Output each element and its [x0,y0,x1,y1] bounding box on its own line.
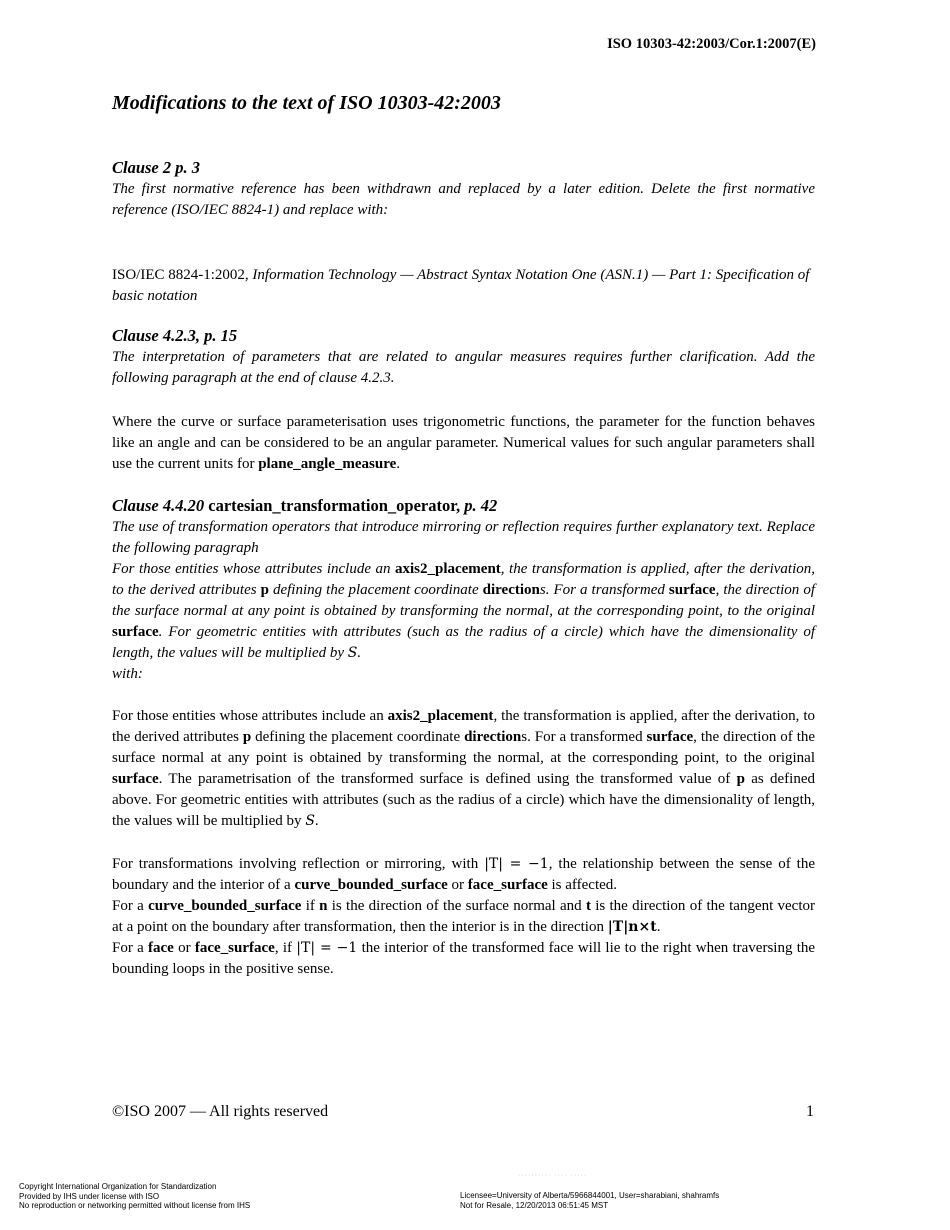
term-t: t [585,898,591,914]
term-curve-bounded-surface: curve_bounded_surface [148,898,302,914]
clause-4-4-20-instruction: The use of transformation operators that introduce mirroring or reflection requires further explanatory text. Replace the following paragraph [112,519,815,556]
term-p: p [242,729,252,745]
text: . [314,813,319,829]
term-face-surface: face_surface [194,940,275,956]
text: , if [274,940,292,956]
text: as defined above. For geometric entities with attributes (such as the radius of a circle) which have the dimensionality of length, the values will be multiplied by [112,771,816,829]
text: is the direction of the tangent vector at a point on the boundary after transformation, then the interior is in the direction [112,898,815,935]
text: . [357,645,362,661]
text: defining the placement coordinate [255,729,461,745]
reference-id: ISO/IEC 8824-1:2002, [112,267,249,283]
text: is the direction of the surface normal and [331,898,582,914]
faint-dots: ·········· ···· ····· [518,1172,588,1179]
text: s. For a transformed [539,582,665,598]
text: . [656,919,661,935]
paragraph-text: . [396,456,401,472]
license-footer-left [19,1182,250,1211]
term-direction: direction [464,729,522,745]
term-plane-angle-measure: plane_angle_measure [258,456,397,472]
text: For transformations involving reflection or mirroring, with [112,856,479,872]
fine-print-line: No reproduction or networking permitted without license from IHS [19,1201,251,1210]
fine-print-line: Provided by IHS under license with ISO [19,1191,160,1201]
document-id: ISO 10303-42:2003/Cor.1:2007(E) [607,36,816,52]
clause-4-2-3-instruction: The interpretation of parameters that are related to angular measures requires further clarification. Add the following paragraph at the end of clause 4.2.3. [112,349,815,386]
text: . The parametrisation of the transformed surface is defined using the transformed value of [158,771,731,787]
term-surface: surface [112,624,159,640]
clause-2-instruction: The first normative reference has been withdrawn and replaced by a later edition. Delete the first normative reference (ISO/IEC 8824-1) and replace with: [112,181,815,218]
text: . For geometric entities with attributes (such as the radius of a circle) which have the dimensionality of length, the values will be multiplied by [112,624,815,661]
text: For a [112,898,144,914]
new-paragraph [112,706,815,832]
paragraph-text: Where the curve or surface parameterisation uses trigonometric functions, the parameter for the function behaves like an angle and can be considered to be an angular parameter. Numerical values for such angular parameters shall use the current units for [112,414,815,472]
text: s. For a transformed [521,729,643,745]
text: , the direction of the surface normal at any point is obtained by transforming the normal, at the corresponding point, to the original [112,729,816,766]
term-direction: direction [482,582,540,598]
fine-print-line: Licensee=University of Alberta/5966844001, User=sharabiani, shahramfs [460,1191,720,1200]
symbol-s: S [347,645,358,661]
page-title: Modifications to the text of ISO 10303-42:2003 [112,92,501,114]
text: For those entities whose attributes include an [112,561,391,577]
clause-4-2-3-section [112,325,815,389]
copyright-notice: ©ISO 2007 — All rights reserved [112,1103,329,1120]
reflection-face [112,938,815,980]
term-p: p [260,582,269,598]
text: defining the placement coordinate [272,582,479,598]
heading-part: p. 42 [464,496,498,515]
fine-print-line: Copyright International Organization for Standardization [19,1182,217,1191]
term-face-surface: face_surface [467,877,548,893]
term-face: face [148,940,174,956]
clause-4-2-3-heading: Clause 4.2.3, p. 15 [112,326,238,345]
text: , the direction of the surface normal at any point is obtained by transforming the normal, at the corresponding point, to the original [112,582,816,619]
text: , the transformation is applied, after the derivation, to the derived attributes [112,708,815,745]
text: is affected. [551,877,618,893]
clause-4-4-20-section [112,495,815,685]
text: For those entities whose attributes include an [112,708,384,724]
text: or [178,940,191,956]
math-abs-t: |T| = −1 [484,856,549,872]
term-p: p [736,771,745,787]
with-label: with: [112,666,143,682]
reference-title: Information Technology — Abstract Syntax Notation One (ASN.1) — Part 1: Specification of basic notation [112,267,810,304]
text: For a [112,940,144,956]
term-curve-bounded-surface: curve_bounded_surface [294,877,448,893]
clause-2-section [112,157,815,221]
text: the interior of the transformed face will lie to the right when traversing the bounding loops in the positive sense. [112,940,816,977]
term-n: n [319,898,328,914]
heading-part: Clause 4.4.20 [112,496,205,515]
normative-reference [112,265,815,307]
reflection-intro [112,854,815,896]
reflection-curve-bounded [112,896,815,938]
symbol-s: S [305,813,315,829]
old-paragraph [112,559,815,664]
license-footer-right [460,1191,719,1210]
text: if [305,898,315,914]
math-abs-t: |T| = −1 [296,940,358,956]
term-surface: surface [112,771,159,787]
math-direction-expression: |T|n×t [607,919,657,935]
clause-4-4-20-heading [112,495,815,517]
reflection-paragraph [112,854,815,980]
term-surface: surface [646,729,694,745]
term-surface: surface [668,582,716,598]
text: , the transformation is applied, after the derivation, to the derived attributes [112,561,816,598]
text: or [451,877,465,893]
page-number: 1 [806,1103,814,1120]
fine-print-line: Not for Resale, 12/20/2013 06:51:45 MST [460,1200,609,1210]
term-axis2-placement: axis2_placement [394,561,501,577]
angular-parameter-paragraph [112,412,815,475]
clause-2-heading: Clause 2 p. 3 [112,158,201,177]
term-axis2-placement: axis2_placement [387,708,494,724]
text: , the relationship between the sense of the boundary and the interior of a [112,856,816,893]
term-cartesian-transformation-operator: cartesian_transformation_operator, [208,496,461,515]
